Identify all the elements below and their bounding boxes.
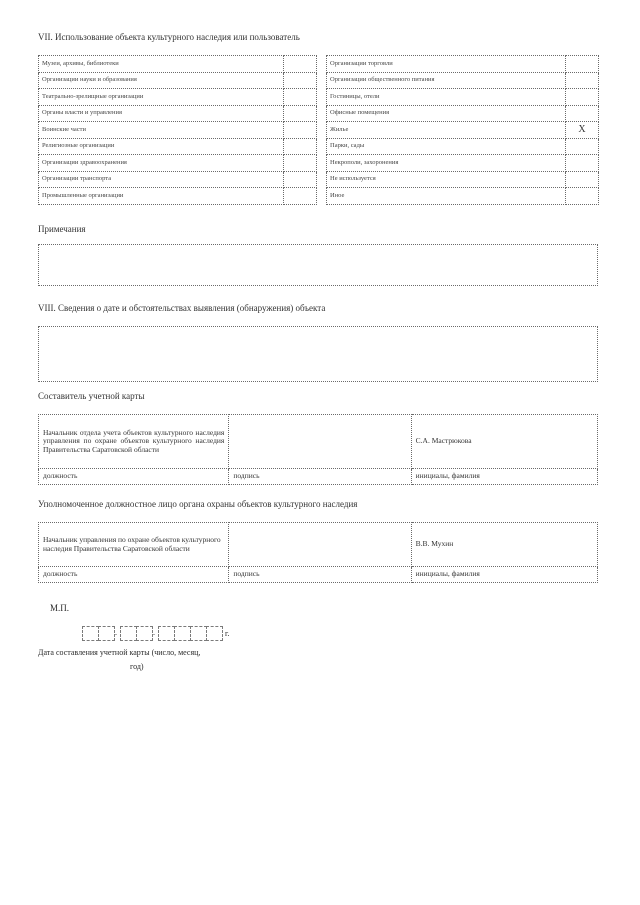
usage-gap [317,89,327,106]
date-field[interactable] [82,626,242,642]
usage-left-checkbox[interactable] [284,105,317,122]
date-month-box-2[interactable] [136,626,153,641]
authorized-signature-cell [229,523,411,567]
usage-table [38,55,599,205]
usage-left-label: Театрально-зрелищные организации [39,89,284,106]
usage-right-checkbox[interactable] [566,155,599,172]
compiler-name-label: инициалы, фамилия [411,469,597,485]
usage-row [39,171,599,188]
usage-right-checkbox[interactable] [566,138,599,155]
date-caption-line-2: год) [130,662,144,671]
usage-right-label: Иное [327,188,566,205]
discovery-box[interactable] [38,326,598,382]
usage-gap [317,171,327,188]
usage-row [39,56,599,73]
usage-gap [317,105,327,122]
usage-right-checkbox[interactable] [566,56,599,73]
usage-gap [317,155,327,172]
usage-right-label: Офисные помещения [327,105,566,122]
usage-row [39,72,599,89]
notes-box[interactable] [38,244,598,286]
usage-left-label: Органы власти и управления [39,105,284,122]
usage-right-checkbox[interactable] [566,72,599,89]
authorized-name-label: инициалы, фамилия [411,567,597,583]
usage-left-label: Организации науки и образования [39,72,284,89]
authorized-title: Уполномоченное должностное лицо органа охраны объектов культурного наследия [38,499,358,509]
date-caption-line-1: Дата составления учетной карты (число, месяц, [38,648,201,657]
compiler-title: Составитель учетной карты [38,391,145,401]
date-year-box-4[interactable] [206,626,223,641]
notes-title: Примечания [38,224,86,234]
usage-gap [317,56,327,73]
usage-right-checkbox[interactable]: X [566,122,599,139]
usage-left-checkbox[interactable] [284,89,317,106]
authorized-name: В.В. Мухин [411,523,597,567]
usage-right-label: Организации общественного питания [327,72,566,89]
usage-left-checkbox[interactable] [284,188,317,205]
compiler-table [38,414,598,485]
usage-row [39,188,599,205]
usage-left-label: Воинские части [39,122,284,139]
authorized-position: Начальник управления по охране объектов культурного наследия Правительства Саратовской области [39,523,229,567]
usage-row [39,89,599,106]
date-day-box-1[interactable] [82,626,99,641]
usage-left-checkbox[interactable] [284,72,317,89]
date-suffix: г. [225,629,230,638]
usage-right-checkbox[interactable] [566,89,599,106]
usage-gap [317,122,327,139]
stamp-label: М.П. [50,603,70,613]
compiler-position-label: должность [39,469,229,485]
usage-right-label: Гостиницы, отели [327,89,566,106]
usage-right-label: Организации торговли [327,56,566,73]
usage-left-label: Музеи, архивы, библиотеки [39,56,284,73]
usage-left-label: Промышленные организации [39,188,284,205]
date-day-box-2[interactable] [98,626,115,641]
usage-right-label: Жилье [327,122,566,139]
authorized-signature-label: подпись [229,567,411,583]
usage-left-label: Организации здравоохранения [39,155,284,172]
compiler-signature-cell [229,415,411,469]
usage-right-checkbox[interactable] [566,188,599,205]
section-7-title: VII. Использование объекта культурного наследия или пользователь [38,32,300,42]
compiler-position: Начальник отдела учета объектов культурного наследия управления по охране объектов культурного наследия Правительства Саратовской области [39,415,229,469]
authorized-table [38,522,598,583]
date-year-box-2[interactable] [174,626,191,641]
authorized-position-label: должность [39,567,229,583]
usage-left-checkbox[interactable] [284,155,317,172]
usage-right-checkbox[interactable] [566,171,599,188]
usage-left-label: Организации транспорта [39,171,284,188]
usage-right-label: Парки, сады [327,138,566,155]
usage-left-label: Религиозные организации [39,138,284,155]
usage-row [39,105,599,122]
usage-left-checkbox[interactable] [284,171,317,188]
usage-row [39,138,599,155]
usage-gap [317,72,327,89]
usage-gap [317,138,327,155]
usage-right-label: Некрополи, захоронения [327,155,566,172]
compiler-signature-label: подпись [229,469,411,485]
usage-left-checkbox[interactable] [284,56,317,73]
usage-left-checkbox[interactable] [284,122,317,139]
date-year-box-3[interactable] [190,626,207,641]
date-year-box-1[interactable] [158,626,175,641]
usage-gap [317,188,327,205]
date-separator-1: . [115,628,117,637]
compiler-name: С.А. Мастрюкова [411,415,597,469]
usage-left-checkbox[interactable] [284,138,317,155]
usage-right-label: Не используется [327,171,566,188]
section-8-title: VIII. Сведения о дате и обстоятельствах выявления (обнаружения) объекта [38,303,326,313]
usage-row [39,122,599,139]
usage-row [39,155,599,172]
date-month-box-1[interactable] [120,626,137,641]
date-separator-2: . [153,628,155,637]
usage-right-checkbox[interactable] [566,105,599,122]
